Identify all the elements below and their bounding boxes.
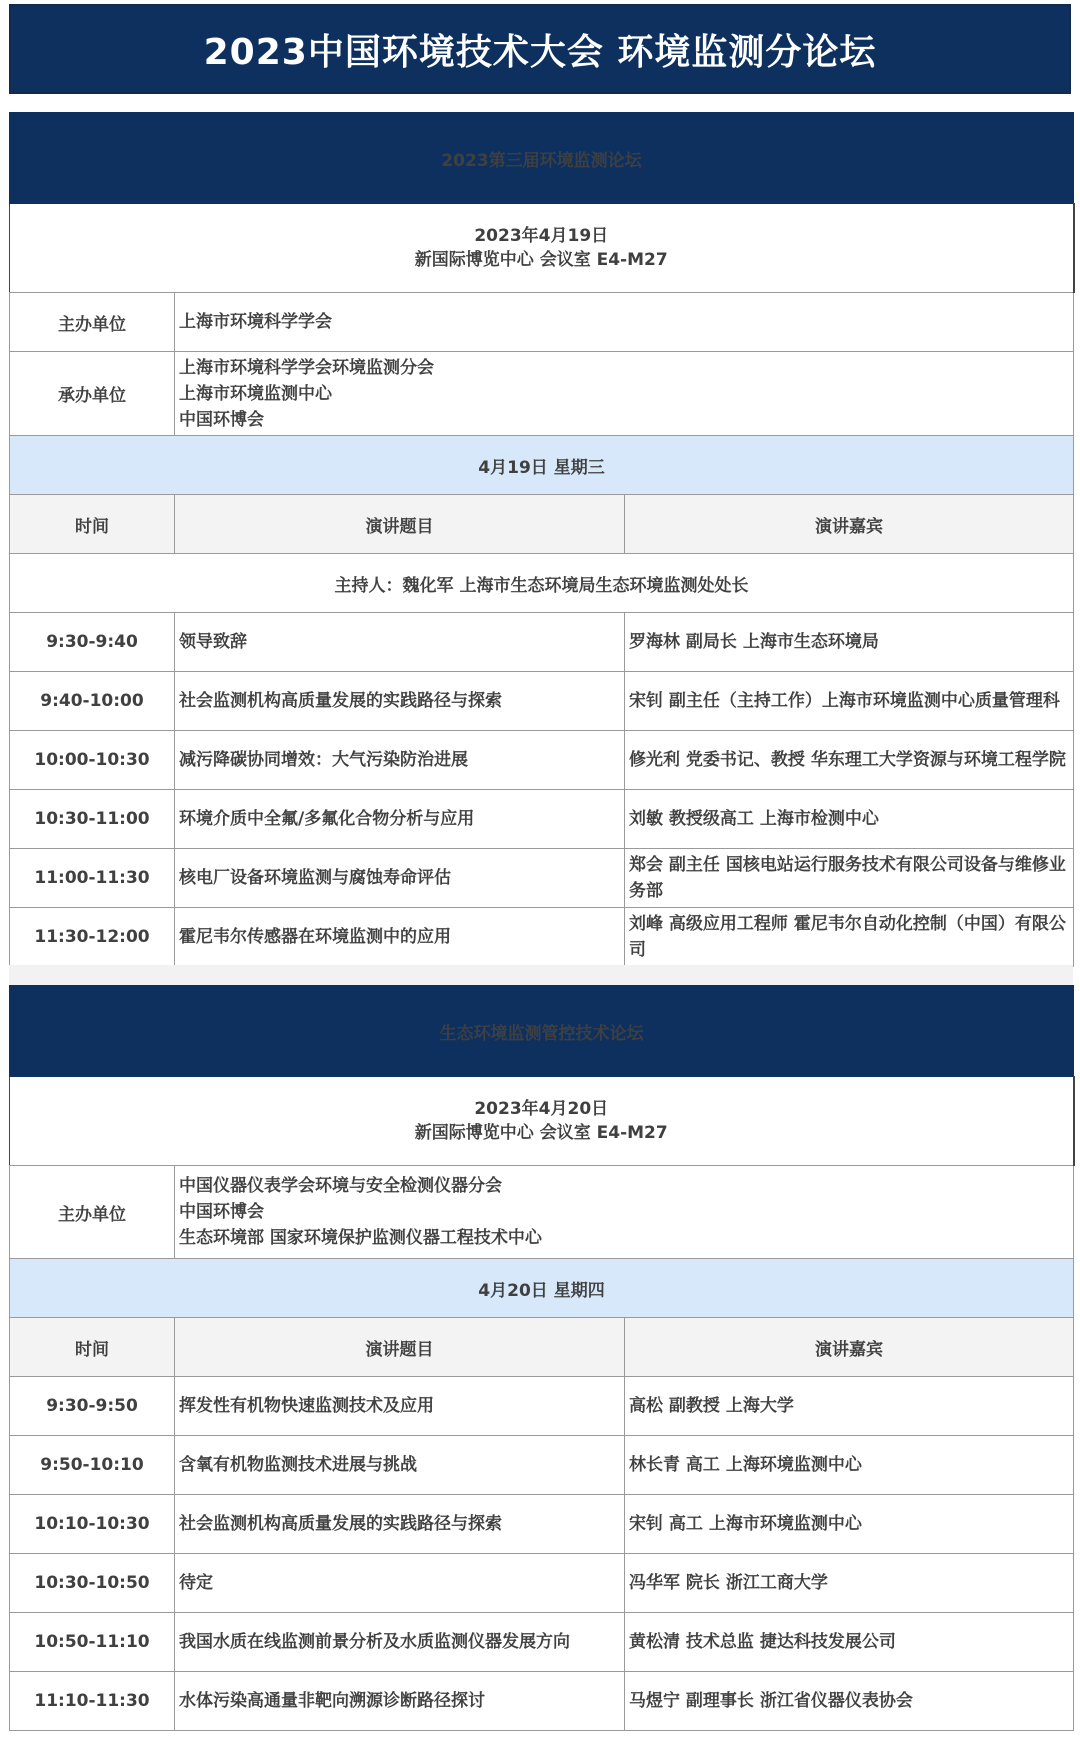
- col-header-topic: 演讲题目: [175, 495, 625, 554]
- forum1-day: 4月19日 星期三: [10, 436, 1074, 495]
- row-topic: 含氧有机物监测技术进展与挑战: [175, 1436, 625, 1495]
- col-header-time: 时间: [10, 1318, 175, 1377]
- forum2-title: 生态环境监测管控技术论坛: [10, 986, 1074, 1077]
- row-topic: 挥发性有机物快速监测技术及应用: [175, 1377, 625, 1436]
- row-topic: 待定: [175, 1554, 625, 1613]
- row-topic: 社会监测机构高质量发展的实践路径与探索: [175, 672, 625, 731]
- row-topic: 环境介质中全氟/多氟化合物分析与应用: [175, 790, 625, 849]
- row-speaker: 高松 副教授 上海大学: [625, 1377, 1074, 1436]
- table-row: [10, 1495, 1074, 1554]
- row-time: 10:00-10:30: [10, 731, 175, 790]
- row-speaker: 冯华军 院长 浙江工商大学: [625, 1554, 1074, 1613]
- row-speaker: 郑会 副主任 国核电站运行服务技术有限公司设备与维修业务部: [625, 849, 1074, 908]
- row-speaker: 林长青 高工 上海环境监测中心: [625, 1436, 1074, 1495]
- row-topic: 社会监测机构高质量发展的实践路径与探索: [175, 1495, 625, 1554]
- forum2-table: [9, 985, 1075, 1731]
- col-header-time: 时间: [10, 495, 175, 554]
- row-topic: 核电厂设备环境监测与腐蚀寿命评估: [175, 849, 625, 908]
- table-row: [10, 849, 1074, 908]
- forum1-info: [10, 204, 1074, 293]
- row-time: 10:50-11:10: [10, 1613, 175, 1672]
- table-row: [10, 672, 1074, 731]
- row-time: 9:40-10:00: [10, 672, 175, 731]
- forum2-section: [9, 985, 1073, 1731]
- forum1-organizer-label: 主办单位: [10, 293, 175, 352]
- page-title: 2023中国环境技术大会 环境监测分论坛: [9, 4, 1071, 94]
- row-topic: 霍尼韦尔传感器在环境监测中的应用: [175, 908, 625, 967]
- table-row: [10, 908, 1074, 967]
- col-header-topic: 演讲题目: [175, 1318, 625, 1377]
- forum1-section: [9, 112, 1073, 967]
- table-row: [10, 1377, 1074, 1436]
- row-speaker: 罗海林 副局长 上海市生态环境局: [625, 613, 1074, 672]
- section-divider: [9, 965, 1073, 985]
- row-time: 11:00-11:30: [10, 849, 175, 908]
- table-row: [10, 1672, 1074, 1731]
- row-time: 9:50-10:10: [10, 1436, 175, 1495]
- col-header-speaker: 演讲嘉宾: [625, 495, 1074, 554]
- row-time: 10:30-11:00: [10, 790, 175, 849]
- forum1-venue: 新国际博览中心 会议室 E4-M27: [414, 250, 668, 270]
- organizer-line: 中国仪器仪表学会环境与安全检测仪器分会: [179, 1176, 502, 1196]
- col-header-speaker: 演讲嘉宾: [625, 1318, 1074, 1377]
- row-speaker: 宋钊 高工 上海市环境监测中心: [625, 1495, 1074, 1554]
- table-row: [10, 613, 1074, 672]
- row-time: 10:10-10:30: [10, 1495, 175, 1554]
- row-time: 10:30-10:50: [10, 1554, 175, 1613]
- row-topic: 我国水质在线监测前景分析及水质监测仪器发展方向: [175, 1613, 625, 1672]
- forum1-host: 主持人：魏化军 上海市生态环境局生态环境监测处处长: [10, 554, 1074, 613]
- row-time: 9:30-9:40: [10, 613, 175, 672]
- row-speaker: 黄松清 技术总监 捷达科技发展公司: [625, 1613, 1074, 1672]
- co-organizer-line: 上海市环境监测中心: [179, 383, 332, 404]
- co-organizer-line: 中国环博会: [179, 409, 264, 430]
- organizer-line: 中国环博会: [179, 1202, 264, 1222]
- table-row: [10, 790, 1074, 849]
- row-speaker: 刘敏 教授级高工 上海市检测中心: [625, 790, 1074, 849]
- row-topic: 领导致辞: [175, 613, 625, 672]
- forum2-info: [10, 1077, 1074, 1166]
- forum1-date: 2023年4月19日: [474, 226, 609, 246]
- row-time: 9:30-9:50: [10, 1377, 175, 1436]
- forum2-day: 4月20日 星期四: [10, 1259, 1074, 1318]
- forum1-co-label: 承办单位: [10, 352, 175, 436]
- row-topic: 水体污染高通量非靶向溯源诊断路径探讨: [175, 1672, 625, 1731]
- table-row: [10, 1554, 1074, 1613]
- co-organizer-line: 上海市环境科学学会环境监测分会: [179, 357, 434, 378]
- forum2-date: 2023年4月20日: [474, 1099, 609, 1119]
- row-time: 11:30-12:00: [10, 908, 175, 967]
- forum2-organizer-label: 主办单位: [10, 1166, 175, 1259]
- forum1-table: [9, 112, 1075, 967]
- forum1-organizer: 上海市环境科学学会: [175, 293, 1074, 352]
- forum2-organizers: [175, 1166, 1074, 1259]
- row-topic: 减污降碳协同增效：大气污染防治进展: [175, 731, 625, 790]
- row-speaker: 刘峰 高级应用工程师 霍尼韦尔自动化控制（中国）有限公司: [625, 908, 1074, 967]
- organizer-line: 生态环境部 国家环境保护监测仪器工程技术中心: [179, 1228, 542, 1248]
- forum1-co-organizers: [175, 352, 1074, 436]
- table-row: [10, 1436, 1074, 1495]
- row-speaker: 宋钊 副主任（主持工作）上海市环境监测中心质量管理科: [625, 672, 1074, 731]
- row-time: 11:10-11:30: [10, 1672, 175, 1731]
- forum2-venue: 新国际博览中心 会议室 E4-M27: [414, 1123, 668, 1143]
- table-row: [10, 731, 1074, 790]
- table-row: [10, 1613, 1074, 1672]
- forum1-title: 2023第三届环境监测论坛: [10, 113, 1074, 204]
- row-speaker: 马煜宁 副理事长 浙江省仪器仪表协会: [625, 1672, 1074, 1731]
- row-speaker: 修光利 党委书记、教授 华东理工大学资源与环境工程学院: [625, 731, 1074, 790]
